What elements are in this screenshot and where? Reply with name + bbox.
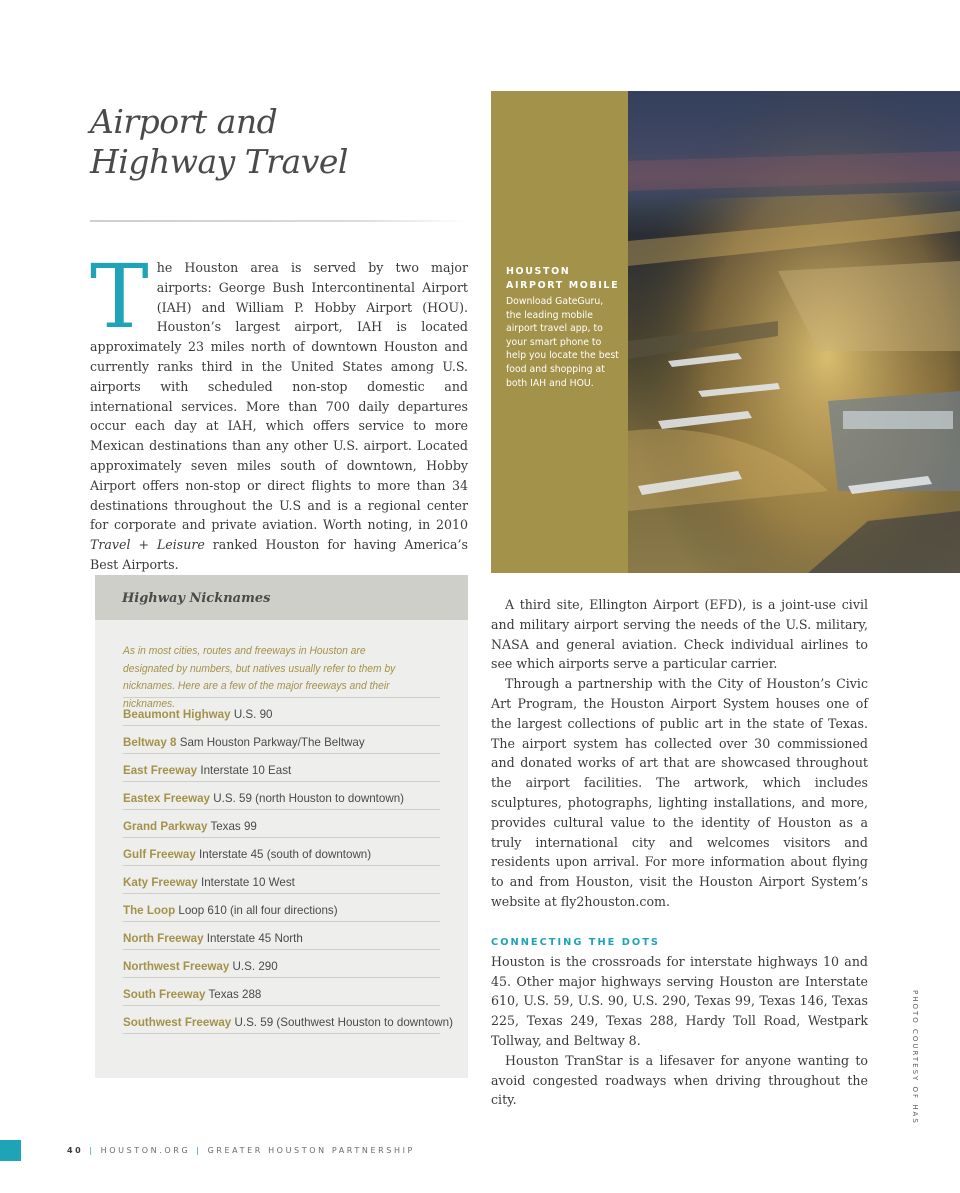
nickname-name: Katy Freeway [123,876,198,889]
highway-nicknames-panel [95,575,468,1078]
airport-photo-block [491,91,960,573]
nickname-name: Grand Parkway [123,820,208,833]
sidebar-body: Download GateGuru, the leading mobile airport travel app, to your smart phone to help you locate the best food and shopping at both IAH and HOU. [506,296,619,389]
nickname-item [123,809,440,837]
nickname-name: North Freeway [123,932,204,945]
nickname-route: U.S. 59 (north Houston to downtown) [213,792,405,805]
nickname-item [123,781,440,809]
footer-separator: | [196,1146,202,1155]
page-number: 40 [67,1146,84,1155]
sidebar-content [506,265,621,390]
nickname-route: Interstate 10 East [200,764,292,777]
page-footer [67,1146,415,1155]
nickname-item [123,725,440,753]
highway-nicknames-intro: As in most cities, routes and freeways in Houston are designated by numbers, but natives usually refer to them by nicknames. Here are a few of the major freeways and their nicknames. [123,645,396,710]
airport-mobile-sidebar [491,91,628,573]
nickname-route: U.S. 290 [232,960,278,973]
nickname-item [123,893,440,921]
sidebar-heading-line-1: HOUSTON [506,266,571,277]
nickname-route: Interstate 45 North [206,932,303,945]
page-title-line-2: Highway Travel [90,142,348,181]
nickname-item [123,949,440,977]
nickname-name: Gulf Freeway [123,848,196,861]
intro-publication-title: Travel + Leisure [90,537,205,553]
page-title [90,102,348,182]
nickname-item [123,1005,453,1034]
nickname-name: South Freeway [123,988,206,1001]
transtar-paragraph: Houston TranStar is a lifesaver for anyone wanting to avoid congested roadways when driving throughout the city. [491,1052,868,1108]
nickname-route: Loop 610 (in all four directions) [178,904,338,917]
footer-separator: | [89,1146,95,1155]
nickname-route: Sam Houston Parkway/The Beltway [179,736,365,749]
airport-night-photo-drawing [628,91,960,573]
drop-cap: T [90,245,149,348]
nickname-item [123,753,440,781]
nickname-name: Northwest Freeway [123,960,230,973]
nickname-name: The Loop [123,904,176,917]
highways-paragraph: Houston is the crossroads for interstate highways 10 and 45. Other major highways serving Houston are Interstate 610, U.S. 59, U.S. 90, U.S. 290, Texas 99, Texas 146, Texas 225, Texas 249, Texas 288, Hardy Toll Road, Westpark Tollway, and Beltway 8. [491,953,868,1048]
nickname-name: Beltway 8 [123,736,177,749]
footer-org: GREATER HOUSTON PARTNERSHIP [207,1146,415,1155]
nickname-item [123,977,440,1005]
nickname-route: U.S. 90 [233,708,273,721]
terminal-windows [843,411,953,429]
nickname-item [123,837,440,865]
title-divider [90,220,468,222]
main-column-right [491,595,868,1110]
nickname-item [123,697,440,725]
nickname-name: Eastex Freeway [123,792,211,805]
nickname-route: Interstate 10 West [201,876,295,889]
footer-color-tab [0,1140,21,1161]
highway-nicknames-list [123,697,453,1034]
intro-text-end: ranked Houston for having America’s Best Airports. [90,537,468,572]
airport-night-photo [628,91,960,573]
footer-site: HOUSTON.ORG [100,1146,191,1155]
highway-nicknames-header [95,575,468,620]
nickname-item [123,865,440,893]
public-art-paragraph: Through a partnership with the City of Houston’s Civic Art Program, the Houston Airport System houses one of the largest collections of public art in the state of Texas. The airport system has collected over 30 commissioned and donated works of art that are showcased throughout the airport facilities. The artwork, which includes sculptures, photographs, lighting installations, and more, provides cultural value to the identity of Houston as a truly international city and welcomes visitors and residents upon arrival. For more information about flying to and from Houston, visit the Houston Airport System’s website at fly2houston.com. [491,676,868,909]
intro-paragraph [90,245,468,575]
nickname-route: Texas 288 [208,988,262,1001]
nickname-route: Interstate 45 (south of downtown) [199,848,372,861]
photo-credit: PHOTO COURTESY OF HAS [911,990,919,1125]
sidebar-heading-line-2: AIRPORT MOBILE [506,280,620,291]
sidebar-heading [506,265,621,293]
connecting-the-dots-heading: CONNECTING THE DOTS [491,936,660,948]
nickname-name: Beaumont Highway [123,708,231,721]
page-title-line-1: Airport and [90,102,278,141]
nickname-name: East Freeway [123,764,198,777]
terminal-building-near [828,391,960,491]
ellington-paragraph: A third site, Ellington Airport (EFD), is a joint-use civil and military airport serving the needs of the U.S. military, NASA and general aviation. Check individual airlines to see which airports serve a particular carrier. [491,597,868,672]
nickname-route: Texas 99 [210,820,257,833]
intro-text: he Houston area is served by two major airports: George Bush Intercontinental Airport (IAH) and William P. Hobby Airport (HOU). Houston’s largest airport, IAH is located approximately 23 miles north of downtown Houston and currently ranks third in the United States among U.S. airports with scheduled non-stop domestic and international services. More than 700 daily departures occur each day at IAH, which offers service to more Mexican destinations than any other U.S. airport. Located approximately seven miles south of downtown, Hobby Airport offers non-stop or direct flights to more than 34 destinations throughout the U.S and is a regional center for corporate and private aviation. Worth noting, in 2010 [90,260,468,533]
nickname-route: U.S. 59 (Southwest Houston to downtown) [234,1016,453,1029]
nickname-item [123,921,440,949]
nickname-name: Southwest Freeway [123,1016,232,1029]
highway-nicknames-title: Highway Nicknames [122,591,271,606]
